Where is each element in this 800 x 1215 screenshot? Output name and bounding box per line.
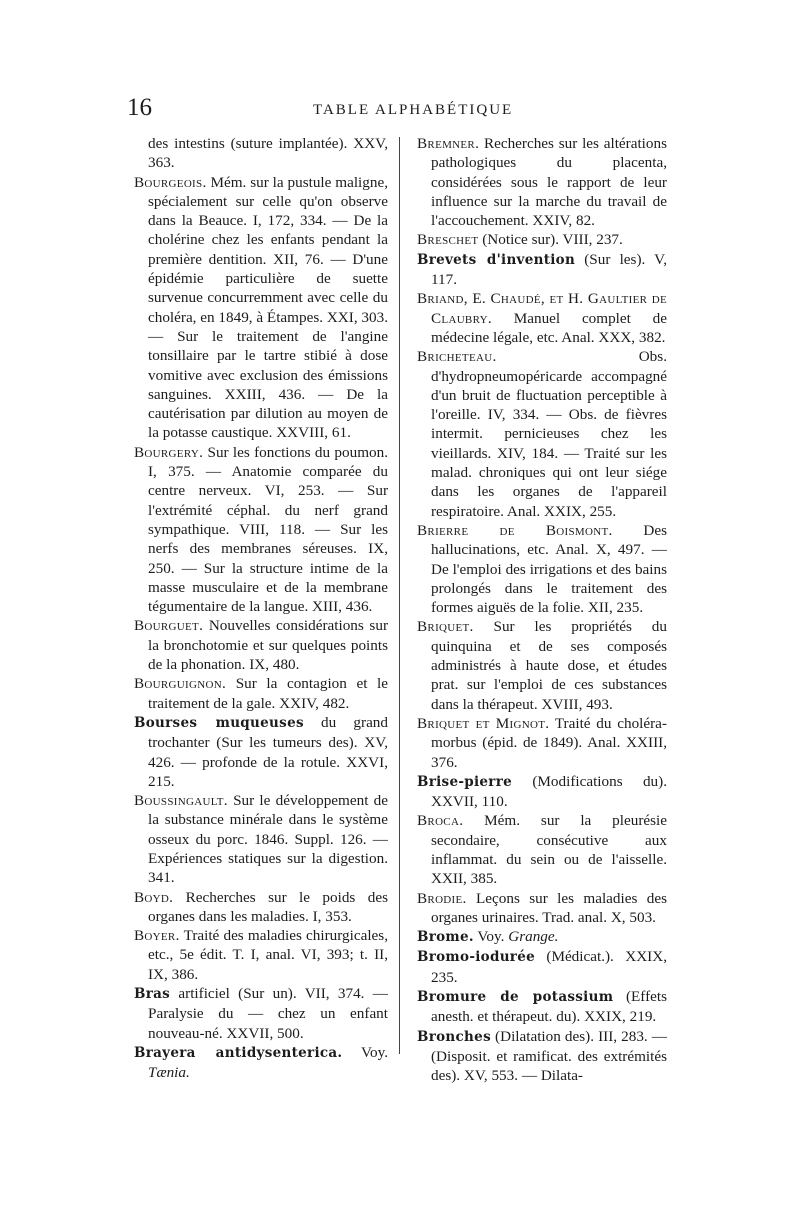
- entry-text: Des hallucinations, etc. Anal. X, 497. — De l'emploi des irrigations et des bains prolongés dans le traitement des formes aiguës de la folie. XII, 235.: [431, 521, 667, 617]
- entry-heading: Bromo-iodurée: [417, 949, 535, 966]
- index-entry: [417, 811, 667, 888]
- entry-heading: Briquet.: [417, 618, 474, 636]
- column-divider: [399, 137, 400, 1054]
- entry-text: (Notice sur). VIII, 237.: [478, 231, 623, 249]
- right-column: [417, 134, 667, 1086]
- entry-text: Mém. sur la pleurésie secondaire, consécutive aux inflammat. du sein ou de l'aisselle. XXII, 385.: [431, 812, 667, 888]
- running-head: TABLE ALPHABÉTIQUE: [313, 102, 514, 118]
- index-entry: [417, 889, 667, 928]
- entry-text: du grand trochanter (Sur les tumeurs des). XV, 426. — profonde de la rotule. XXVI, 215.: [148, 713, 388, 790]
- entry-heading: Boyd.: [134, 888, 174, 906]
- entry-heading: Bronches: [417, 1028, 491, 1045]
- index-entry: [417, 947, 667, 987]
- index-entry: [134, 888, 388, 927]
- index-entry: [134, 674, 388, 713]
- entry-crossref: Grange.: [508, 928, 559, 946]
- left-column: [134, 134, 388, 1083]
- entry-text: Sur les propriétés du quinquina et de ses composés administrés à haute dose, et études prat. sur l'emploi de ces substances dans la thérapeut. XVIII, 493.: [431, 618, 667, 713]
- entry-heading: Bourguignon.: [134, 675, 227, 693]
- entry-text: Traité du choléra-morbus (épid. de 1849). Anal. XXIII, 376.: [431, 714, 667, 771]
- index-entry: [417, 289, 667, 347]
- index-entry: [417, 772, 667, 812]
- index-entry: [417, 617, 667, 713]
- entry-text: Recherches sur le poids des organes dans les maladies. I, 353.: [148, 888, 388, 925]
- entry-heading: Brayera antidysenterica.: [134, 1044, 343, 1061]
- index-entry: [417, 927, 667, 947]
- entry-heading: Bourses muqueuses: [134, 714, 304, 731]
- index-entry: [134, 926, 388, 984]
- entry-text: Sur le développement de la substance minérale dans le système osseux du porc. 1846. Suppl. 126. — Expériences statiques sur la digestion. 341.: [148, 792, 388, 887]
- entry-heading: Brierre de Boismont.: [417, 521, 613, 539]
- entry-text: Sur la contagion et le traitement de la gale. XXIV, 482.: [148, 675, 388, 712]
- index-entry: [134, 616, 388, 674]
- entry-heading: Bourgery.: [134, 443, 204, 461]
- entry-text: (Dilatation des). III, 283. — (Disposit. et ramificat. des extrémités des). XV, 553. — Dilata-: [431, 1027, 667, 1085]
- index-entry: [134, 173, 388, 443]
- entry-text: Leçons sur les maladies des organes urinaires. Trad. anal. X, 503.: [431, 889, 667, 926]
- index-entry: [417, 1027, 667, 1086]
- entry-heading: Bromure de potassium: [417, 989, 614, 1006]
- entry-heading: Bourguet.: [134, 617, 204, 635]
- index-entry: [417, 714, 667, 772]
- entry-heading: Broca.: [417, 812, 464, 830]
- entry-heading: Bricheteau.: [417, 348, 497, 366]
- entry-heading: Bras: [134, 986, 171, 1003]
- index-entry: [134, 1043, 388, 1083]
- entry-text: (Sur les). V, 117.: [431, 250, 667, 289]
- entry-text: Manuel complet de médecine légale, etc. Anal. XXX, 382.: [431, 309, 667, 346]
- entry-heading: Briquet et Mignot.: [417, 714, 550, 732]
- index-entry: [134, 443, 388, 617]
- index-entry: [417, 987, 667, 1027]
- entry-heading: Breschet: [417, 231, 479, 249]
- entry-text: Recherches sur les altérations pathologiques du placenta, considérées sous le rapport de leur influence sur la marche du travail de l'accouchement. XXIV, 82.: [431, 135, 667, 230]
- entry-text: Mém. sur la pustule maligne, spécialement sur celle qu'on observe dans la Beauce. I, 172, 334. — De la cholérine chez les enfants pendant la première dentition. XII, 76. — D'une épidémie particulière de suette survenue concurremment avec celle du choléra, en 1849, à Étampes. XXI, 303. — Sur le traitement de l'angine tonsillaire par le tartre stibié à dose vomitive avec exclusion des émissions sanguines. XXIII, 436. — De la cautérisation par dilution au moyen de la potasse caustique. XXVIII, 61.: [148, 173, 388, 442]
- page-number: 16: [127, 94, 152, 121]
- entry-text: (Modifications du). XXVII, 110.: [431, 772, 667, 811]
- entry-text: (Effets anesth. et thérapeut. du). XXIX, 219.: [431, 988, 667, 1026]
- entry-text: Voy.: [473, 928, 509, 946]
- entry-heading: Brise-pierre: [417, 773, 513, 790]
- entry-continuation: [134, 134, 388, 173]
- entry-text: Sur les fonctions du poumon. I, 375. — Anatomie comparée du centre nerveux. VI, 253. — Sur l'extrémité céphal. du nerf grand sympathique. VIII, 118. — Sur les nerfs des membranes séreuses. IX, 250. — Sur la structure intime de la masse musculaire et de la membrane tégumentaire de la langue. XIII, 436.: [148, 443, 388, 616]
- index-entry: [417, 521, 667, 617]
- entry-text: des intestins (suture implantée). XXV, 363.: [148, 135, 388, 172]
- entry-text: Obs. d'hydropneumopéricarde accompagné d'un bruit de fluctuation perceptible à l'oreille. IV, 334. — Obs. de fièvres intermit. pernicieuses chez les vieillards. XIV, 184. — Traité sur les malad. chroniques qui ont leur siége dans les organes de l'appareil respiratoire. Anal. XXIX, 255.: [431, 348, 667, 520]
- entry-heading: Bremner.: [417, 135, 480, 152]
- index-entry: [417, 230, 667, 249]
- index-entry: [134, 713, 388, 791]
- entry-text: (Médicat.). XXIX, 235.: [431, 948, 667, 986]
- index-entry: [134, 791, 388, 887]
- entry-heading: Brodie.: [417, 889, 467, 907]
- index-entry: [417, 347, 667, 521]
- index-entry: [417, 250, 667, 290]
- entry-crossref: Tænia.: [148, 1064, 190, 1082]
- entry-heading: Boussingault.: [134, 792, 228, 810]
- entry-text: Voy.: [342, 1043, 388, 1061]
- index-entry: [417, 134, 667, 230]
- entry-heading: Brevets d'invention: [417, 251, 576, 268]
- entry-text: Traité des maladies chirurgicales, etc., 5e édit. T. I, anal. VI, 393; t. II, IX, 386.: [148, 927, 388, 983]
- index-entry: [134, 984, 388, 1043]
- entry-heading: Briand, E. Chaudé, et H. Gaultier de Claubry.: [417, 290, 667, 327]
- entry-heading: Bourgeois.: [134, 173, 207, 191]
- entry-heading: Brome.: [417, 929, 474, 946]
- entry-text: artificiel (Sur un). VII, 374. — Paralysie du — chez un enfant nouveau-né. XXVII, 500.: [148, 985, 388, 1042]
- entry-text: Nouvelles considérations sur la bronchotomie et sur quelques points de la phonation. IX, 480.: [148, 617, 388, 674]
- entry-heading: Boyer.: [134, 927, 180, 945]
